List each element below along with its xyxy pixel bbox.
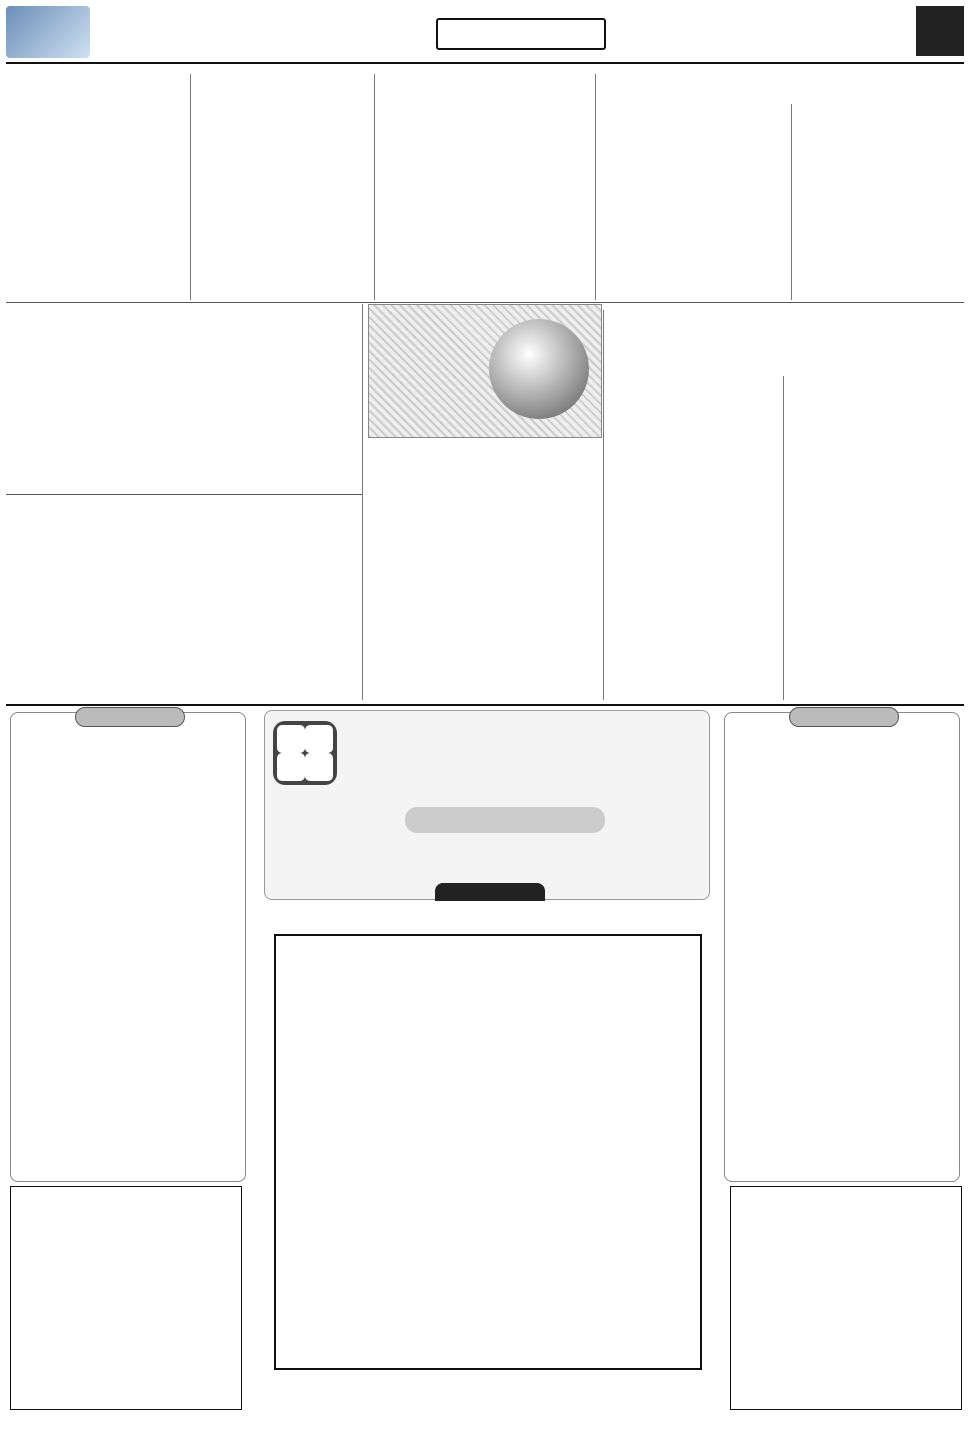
dream-body-3 — [380, 74, 590, 300]
issue-number — [435, 883, 545, 901]
globe-graphic — [489, 319, 589, 419]
dignity-body-2 — [610, 376, 778, 700]
normal-clues-heading — [789, 707, 899, 727]
top-left-body — [10, 74, 186, 298]
normal-clues-box — [724, 712, 960, 1182]
dignity-body-1 — [788, 376, 956, 700]
tea-body-1 — [246, 330, 358, 490]
special-clues-box — [10, 712, 246, 1182]
top-left-body-2 — [194, 74, 370, 298]
news-collage-image — [368, 304, 602, 438]
solution-grid-special — [10, 1186, 242, 1410]
crossword-grid[interactable] — [274, 934, 702, 1370]
badge-letter — [305, 753, 333, 781]
newspaper-page — [6, 4, 964, 1428]
masthead — [6, 4, 964, 64]
badge-letter — [277, 753, 305, 781]
tea-body-2 — [128, 330, 240, 490]
special-vertical-clues — [17, 965, 237, 1145]
grid-column-numbers — [274, 914, 702, 934]
promo-text — [349, 747, 699, 803]
dream-body-1 — [796, 104, 956, 300]
page-number — [916, 6, 964, 56]
crossword-promo — [264, 710, 710, 900]
solution-grid-normal — [730, 1186, 962, 1410]
badge-letter — [277, 725, 305, 753]
reformists-body — [368, 530, 604, 700]
normal-vertical-clues — [731, 965, 951, 1145]
dream-body-2 — [601, 104, 786, 300]
promo-title — [405, 807, 605, 833]
hats-body — [10, 526, 358, 700]
grid-row-numbers — [704, 934, 724, 1370]
badge-letter — [305, 725, 333, 753]
special-horizontal-clues — [17, 737, 237, 959]
section-title — [436, 18, 606, 50]
crossword-badge — [273, 721, 337, 785]
special-clues-heading — [75, 707, 185, 727]
normal-horizontal-clues — [731, 737, 951, 959]
tea-body-3 — [10, 330, 122, 490]
newspaper-logo — [6, 6, 90, 58]
